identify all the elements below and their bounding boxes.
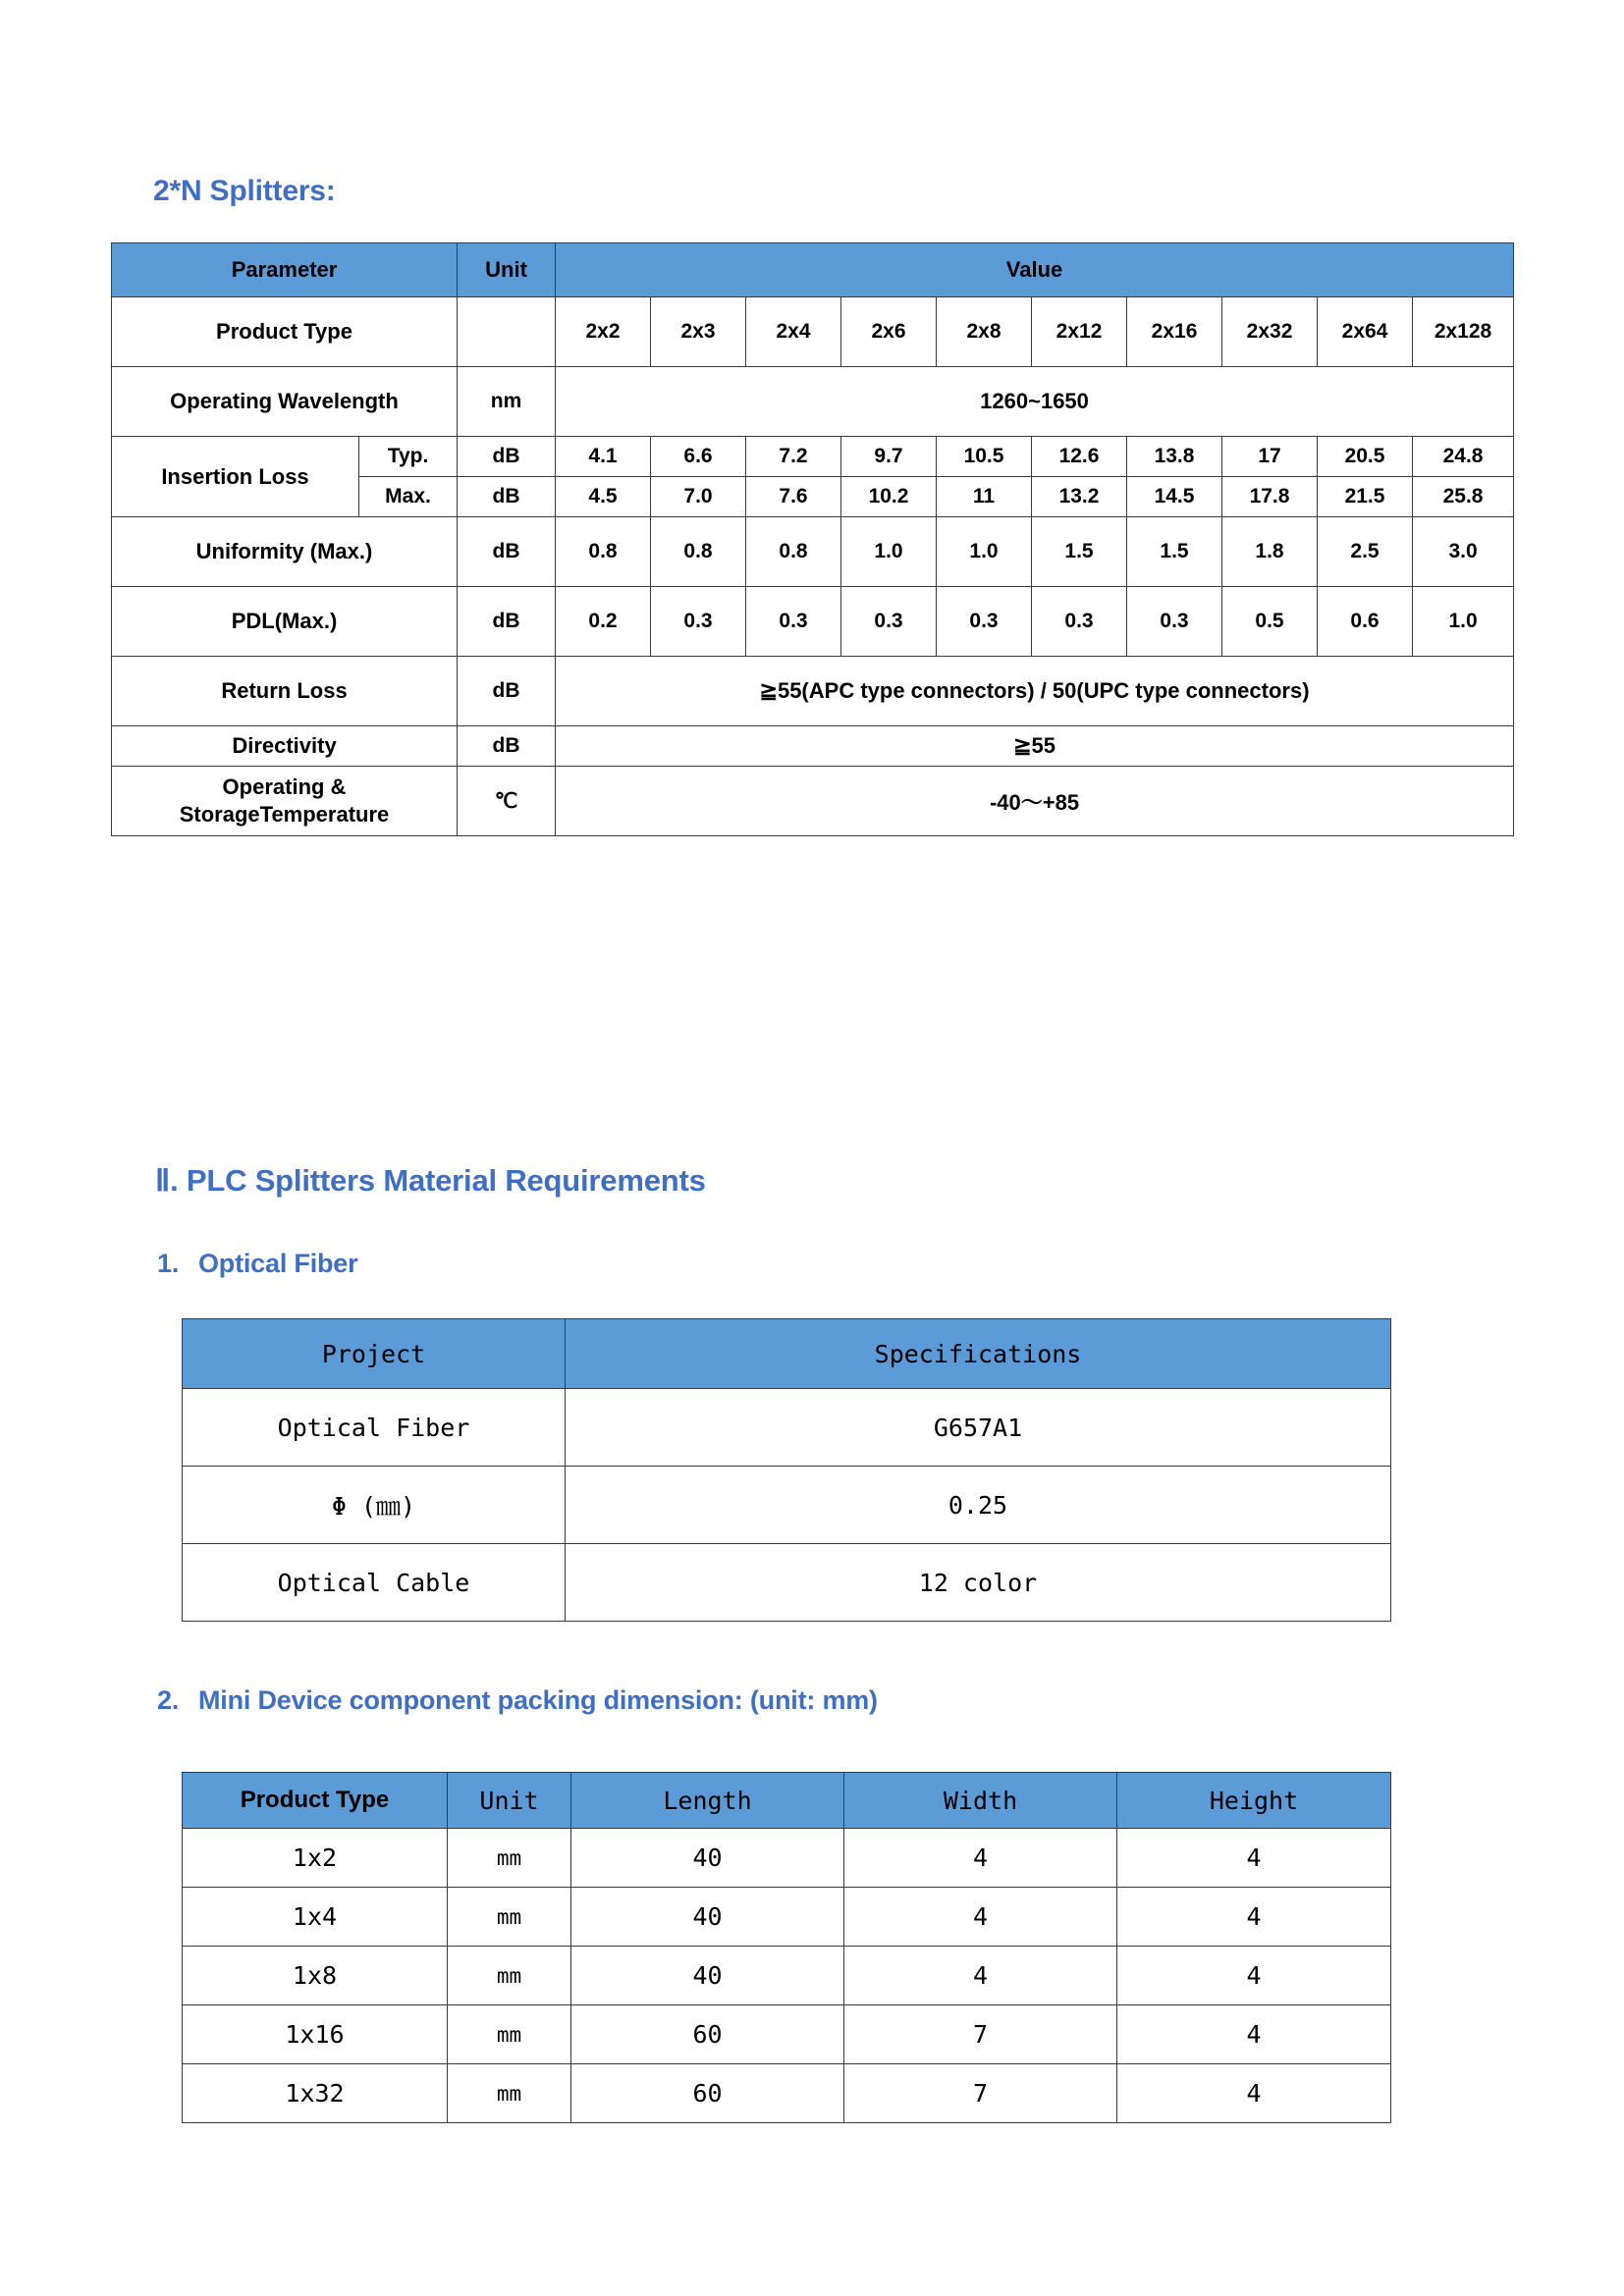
col-header-parameter: Parameter (112, 243, 458, 297)
table-row (183, 1829, 1391, 1888)
cell-insertion-loss-typ-0: 4.1 (556, 437, 651, 477)
cell-uniformity-6: 1.5 (1127, 517, 1222, 587)
cell-height-2: 4 (1117, 1947, 1391, 2005)
cell-type-3: 1x16 (183, 2005, 448, 2064)
cell-product-type-6: 2x16 (1127, 297, 1222, 367)
cell-uniformity-unit: dB (458, 517, 556, 587)
cell-insertion-loss-max-9: 25.8 (1413, 477, 1514, 517)
cell-product-type-4: 2x8 (937, 297, 1032, 367)
table-row-pdl (112, 587, 1514, 657)
cell-insertion-loss-max-unit: dB (458, 477, 556, 517)
cell-operating-wavelength-unit: nm (458, 367, 556, 437)
table-optical-fiber (182, 1318, 1391, 1622)
table-row-directivity (112, 726, 1514, 767)
table-row-header (183, 1773, 1391, 1829)
subsection-1-number: 1. (157, 1249, 180, 1278)
cell-insertion-loss-max-5: 13.2 (1032, 477, 1127, 517)
cell-unit-4: mm (448, 2064, 571, 2123)
cell-insertion-loss-max-6: 14.5 (1127, 477, 1222, 517)
cell-length-0: 40 (571, 1829, 844, 1888)
col-header-height: Height (1117, 1773, 1391, 1829)
cell-pdl-4: 0.3 (937, 587, 1032, 657)
cell-uniformity-9: 3.0 (1413, 517, 1514, 587)
cell-pdl-8: 0.6 (1318, 587, 1413, 657)
section-heading-plc-material (155, 1163, 706, 1199)
cell-type-0: 1x2 (183, 1829, 448, 1888)
cell-pdl-0: 0.2 (556, 587, 651, 657)
table-row (183, 1389, 1391, 1467)
row-label-return-loss: Return Loss (112, 657, 458, 726)
cell-type-2: 1x8 (183, 1947, 448, 2005)
cell-insertion-loss-typ-4: 10.5 (937, 437, 1032, 477)
cell-insertion-loss-typ-5: 12.6 (1032, 437, 1127, 477)
cell-pdl-1: 0.3 (651, 587, 746, 657)
table-row (183, 1888, 1391, 1947)
cell-uniformity-3: 1.0 (841, 517, 937, 587)
subsection-heading-optical-fiber (157, 1249, 357, 1279)
section-heading-text: . PLC Splitters Material Requirements (170, 1163, 706, 1198)
col-header-product-type: Product Type (183, 1773, 448, 1829)
table-row-header (112, 243, 1514, 297)
table-mini-device-packing (182, 1772, 1391, 2123)
cell-height-4: 4 (1117, 2064, 1391, 2123)
col-header-length: Length (571, 1773, 844, 1829)
cell-product-type-8: 2x64 (1318, 297, 1413, 367)
cell-pdl-unit: dB (458, 587, 556, 657)
page-title-2n-splitters: 2*N Splitters: (153, 175, 336, 207)
cell-spec-2: 12 color (566, 1544, 1391, 1622)
cell-project-1: Φ (㎜) (183, 1467, 566, 1544)
cell-pdl-6: 0.3 (1127, 587, 1222, 657)
row-label-temperature-line2: StorageTemperature (179, 802, 390, 827)
cell-height-0: 4 (1117, 1829, 1391, 1888)
section-numeral: Ⅱ (155, 1163, 171, 1198)
cell-product-type-unit (458, 297, 556, 367)
cell-directivity-unit: dB (458, 726, 556, 767)
cell-insertion-loss-max-3: 10.2 (841, 477, 937, 517)
cell-insertion-loss-typ-2: 7.2 (746, 437, 841, 477)
row-label-temperature-line1: Operating & (222, 774, 347, 799)
cell-uniformity-7: 1.8 (1222, 517, 1318, 587)
cell-unit-3: mm (448, 2005, 571, 2064)
cell-width-0: 4 (844, 1829, 1117, 1888)
table-row (183, 1947, 1391, 2005)
row-label-uniformity: Uniformity (Max.) (112, 517, 458, 587)
table-row-operating-wavelength (112, 367, 1514, 437)
table-row (183, 2005, 1391, 2064)
col-header-project: Project (183, 1319, 566, 1389)
col-header-unit: Unit (458, 243, 556, 297)
cell-uniformity-8: 2.5 (1318, 517, 1413, 587)
cell-insertion-loss-max-1: 7.0 (651, 477, 746, 517)
cell-insertion-loss-max-4: 11 (937, 477, 1032, 517)
table-row-product-type (112, 297, 1514, 367)
row-label-operating-wavelength: Operating Wavelength (112, 367, 458, 437)
cell-insertion-loss-typ-7: 17 (1222, 437, 1318, 477)
cell-insertion-loss-max-8: 21.5 (1318, 477, 1413, 517)
subsection-heading-mini-device (157, 1685, 878, 1716)
cell-product-type-2: 2x4 (746, 297, 841, 367)
cell-insertion-loss-max-2: 7.6 (746, 477, 841, 517)
cell-product-type-7: 2x32 (1222, 297, 1318, 367)
cell-pdl-7: 0.5 (1222, 587, 1318, 657)
col-header-width: Width (844, 1773, 1117, 1829)
cell-project-2: Optical Cable (183, 1544, 566, 1622)
cell-uniformity-4: 1.0 (937, 517, 1032, 587)
table-row (183, 1544, 1391, 1622)
cell-length-2: 40 (571, 1947, 844, 2005)
row-label-directivity: Directivity (112, 726, 458, 767)
col-header-unit: Unit (448, 1773, 571, 1829)
cell-height-3: 4 (1117, 2005, 1391, 2064)
cell-spec-1: 0.25 (566, 1467, 1391, 1544)
table-row (183, 2064, 1391, 2123)
cell-length-4: 60 (571, 2064, 844, 2123)
table-row-temperature (112, 767, 1514, 836)
cell-insertion-loss-max-7: 17.8 (1222, 477, 1318, 517)
cell-width-1: 4 (844, 1888, 1117, 1947)
cell-length-3: 60 (571, 2005, 844, 2064)
cell-insertion-loss-max-0: 4.5 (556, 477, 651, 517)
cell-product-type-1: 2x3 (651, 297, 746, 367)
cell-product-type-3: 2x6 (841, 297, 937, 367)
cell-width-2: 4 (844, 1947, 1117, 2005)
cell-length-1: 40 (571, 1888, 844, 1947)
cell-return-loss-unit: dB (458, 657, 556, 726)
cell-project-0: Optical Fiber (183, 1389, 566, 1467)
cell-width-4: 7 (844, 2064, 1117, 2123)
table-row-return-loss (112, 657, 1514, 726)
cell-directivity-value: ≧55 (556, 726, 1514, 767)
cell-unit-0: mm (448, 1829, 571, 1888)
cell-product-type-5: 2x12 (1032, 297, 1127, 367)
cell-insertion-loss-typ-unit: dB (458, 437, 556, 477)
row-label-product-type: Product Type (112, 297, 458, 367)
cell-unit-1: mm (448, 1888, 571, 1947)
cell-type-1: 1x4 (183, 1888, 448, 1947)
cell-uniformity-2: 0.8 (746, 517, 841, 587)
cell-pdl-3: 0.3 (841, 587, 937, 657)
cell-insertion-loss-typ-3: 9.7 (841, 437, 937, 477)
cell-product-type-0: 2x2 (556, 297, 651, 367)
cell-unit-2: mm (448, 1947, 571, 2005)
cell-height-1: 4 (1117, 1888, 1391, 1947)
sub-label-typ: Typ. (359, 437, 458, 477)
table-row (183, 1467, 1391, 1544)
cell-type-4: 1x32 (183, 2064, 448, 2123)
cell-product-type-9: 2x128 (1413, 297, 1514, 367)
table-row-insertion-loss-typ (112, 437, 1514, 477)
row-label-pdl: PDL(Max.) (112, 587, 458, 657)
row-label-insertion-loss: Insertion Loss (112, 437, 359, 517)
cell-operating-wavelength-value: 1260~1650 (556, 367, 1514, 437)
cell-pdl-5: 0.3 (1032, 587, 1127, 657)
sub-label-max: Max. (359, 477, 458, 517)
cell-return-loss-value: ≧55(APC type connectors) / 50(UPC type connectors) (556, 657, 1514, 726)
cell-pdl-2: 0.3 (746, 587, 841, 657)
cell-spec-0: G657A1 (566, 1389, 1391, 1467)
subsection-2-title: Mini Device component packing dimension: (unit: mm) (198, 1685, 878, 1715)
cell-temperature-value: -40～+85 (556, 767, 1514, 836)
cell-insertion-loss-typ-8: 20.5 (1318, 437, 1413, 477)
cell-uniformity-5: 1.5 (1032, 517, 1127, 587)
table-2n-splitters (111, 242, 1514, 836)
cell-insertion-loss-typ-6: 13.8 (1127, 437, 1222, 477)
cell-uniformity-0: 0.8 (556, 517, 651, 587)
col-header-specifications: Specifications (566, 1319, 1391, 1389)
subsection-1-title: Optical Fiber (198, 1249, 358, 1278)
table-row-uniformity (112, 517, 1514, 587)
cell-uniformity-1: 0.8 (651, 517, 746, 587)
cell-temperature-unit: ℃ (458, 767, 556, 836)
cell-width-3: 7 (844, 2005, 1117, 2064)
subsection-2-number: 2. (157, 1685, 180, 1715)
table-row-header (183, 1319, 1391, 1389)
cell-insertion-loss-typ-1: 6.6 (651, 437, 746, 477)
col-header-value: Value (556, 243, 1514, 297)
cell-insertion-loss-typ-9: 24.8 (1413, 437, 1514, 477)
row-label-temperature (112, 767, 458, 836)
cell-pdl-9: 1.0 (1413, 587, 1514, 657)
